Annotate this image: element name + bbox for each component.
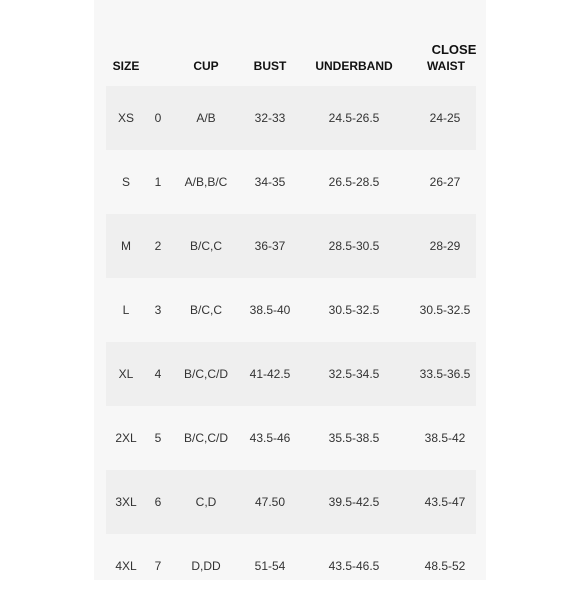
size-cell: M xyxy=(121,239,131,253)
waist-cell: 26-27 xyxy=(429,175,461,189)
cup-cell: B/C,C xyxy=(189,303,222,317)
header-waist-line2: WAIST xyxy=(427,59,465,73)
size-cell: L xyxy=(122,303,130,317)
cup-cell: B/C,C xyxy=(189,239,222,253)
waist-cell: 48.5-52 xyxy=(424,559,466,573)
table-row xyxy=(106,470,476,534)
underband-cell: 26.5-28.5 xyxy=(328,175,380,189)
header-size: SIZE xyxy=(112,59,140,73)
size-cell: XS xyxy=(117,111,134,125)
table-row xyxy=(106,278,476,342)
header-underband: UNDERBAND xyxy=(315,59,393,73)
number-cell: 7 xyxy=(154,559,162,573)
size-chart-panel xyxy=(94,0,486,580)
size-cell: XL xyxy=(118,367,134,381)
underband-cell: 28.5-30.5 xyxy=(328,239,380,253)
header-bust: BUST xyxy=(253,59,287,73)
underband-cell: 30.5-32.5 xyxy=(328,303,380,317)
table-row xyxy=(106,150,476,214)
waist-cell: 24-25 xyxy=(429,111,461,125)
bust-cell: 51-54 xyxy=(254,559,286,573)
bust-cell: 36-37 xyxy=(254,239,286,253)
size-cell: 2XL xyxy=(115,431,137,445)
header-cup: CUP xyxy=(193,59,219,73)
size-cell: 4XL xyxy=(115,559,137,573)
bust-cell: 41-42.5 xyxy=(249,367,291,381)
number-cell: 3 xyxy=(154,303,162,317)
table-row xyxy=(106,214,476,278)
number-cell: 4 xyxy=(154,367,162,381)
underband-cell: 24.5-26.5 xyxy=(328,111,380,125)
bust-cell: 34-35 xyxy=(254,175,286,189)
number-cell: 1 xyxy=(154,175,162,189)
size-cell: S xyxy=(121,175,130,189)
cup-cell: C,D xyxy=(195,495,217,509)
number-cell: 0 xyxy=(154,111,162,125)
bust-cell: 38.5-40 xyxy=(249,303,291,317)
bust-cell: 43.5-46 xyxy=(249,431,291,445)
underband-cell: 43.5-46.5 xyxy=(328,559,380,573)
underband-cell: 35.5-38.5 xyxy=(328,431,380,445)
cup-cell: B/C,C/D xyxy=(183,431,228,445)
table-row xyxy=(106,342,476,406)
table-row xyxy=(106,86,476,150)
underband-cell: 32.5-34.5 xyxy=(328,367,380,381)
waist-cell: 30.5-32.5 xyxy=(419,303,471,317)
bust-cell: 47.50 xyxy=(254,495,286,509)
table-row xyxy=(106,406,476,470)
bust-cell: 32-33 xyxy=(254,111,286,125)
waist-cell: 33.5-36.5 xyxy=(419,367,471,381)
number-cell: 2 xyxy=(154,239,162,253)
waist-cell: 43.5-47 xyxy=(424,495,466,509)
waist-cell: 28-29 xyxy=(429,239,461,253)
table-header xyxy=(94,0,486,86)
cup-cell: A/B,B/C xyxy=(184,175,228,189)
cup-cell: D,DD xyxy=(191,559,221,573)
waist-cell: 38.5-42 xyxy=(424,431,466,445)
cup-cell: B/C,C/D xyxy=(183,367,228,381)
number-cell: 6 xyxy=(154,495,162,509)
number-cell: 5 xyxy=(154,431,162,445)
size-cell: 3XL xyxy=(115,495,137,509)
header-waist-line1: CLOSE xyxy=(431,42,477,57)
underband-cell: 39.5-42.5 xyxy=(328,495,380,509)
cup-cell: A/B xyxy=(196,111,216,125)
table-row xyxy=(106,534,476,598)
